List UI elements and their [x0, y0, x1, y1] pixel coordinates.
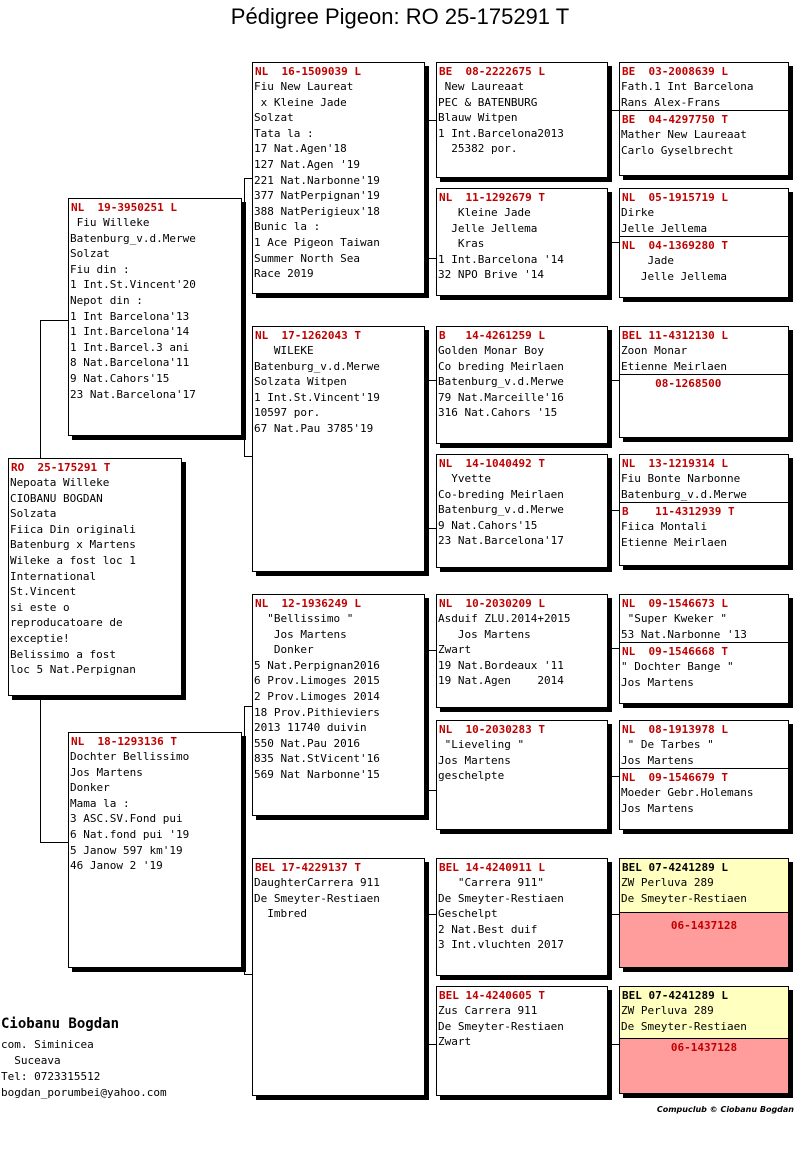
breeder-email[interactable]: bogdan_porumbei@yahoo.com [1, 1086, 167, 1099]
card-line: Fiica Montali [621, 520, 708, 534]
card-line: Etienne Meirlaen [621, 359, 727, 373]
card-line: 835 Nat.StVicent'16 [254, 752, 380, 766]
card-line: Blauw Witpen [438, 111, 518, 125]
sire-card[interactable] [68, 198, 242, 436]
card-line: 388 NatPerigieux'18 [254, 204, 380, 218]
breeder-address: com. Siminicea [1, 1038, 94, 1051]
card-line: 1 Ace Pigeon Taiwan [254, 235, 380, 249]
card-line: "Lieveling " [438, 738, 525, 751]
ring-number: 06-1437128 [670, 1041, 738, 1054]
card-line: De Smeyter-Restiaen [621, 1019, 747, 1033]
connector-line [244, 178, 252, 179]
breeder-name: Ciobanu Bogdan [1, 1016, 120, 1032]
card-line: Zwart [438, 643, 472, 657]
card-line: Fiu New Laureat [254, 80, 354, 93]
ring-number: BEL 11-4312130 L [622, 329, 728, 342]
card-line: WILEKE [254, 344, 314, 357]
card-line: Dochter Bellissimo [70, 750, 190, 763]
connector-line [611, 110, 619, 111]
card-line: " De Tarbes " [621, 738, 714, 751]
connector-line [611, 914, 619, 915]
ring-number: NL 12-1936249 L [255, 597, 361, 610]
great-grandparent-card[interactable] [436, 188, 608, 296]
gen4-pair-card[interactable] [619, 858, 789, 968]
card-line: Jos Martens [70, 765, 143, 779]
card-line: x Kleine Jade [254, 95, 347, 109]
ring-number: BEL 14-4240911 L [439, 861, 545, 874]
card-line: Zoon Monar [621, 344, 688, 357]
card-line: Batenburg_v.d.Merwe [438, 503, 564, 517]
connector-line [428, 258, 436, 259]
connector-line [428, 120, 429, 258]
connector-line [611, 242, 619, 243]
grandparent-card[interactable] [252, 858, 425, 1096]
ring-number: BE 08-2222675 L [439, 65, 545, 78]
ring-number: BEL 17-4229137 T [255, 861, 361, 874]
card-line: 17 Nat.Agen'18 [254, 142, 347, 156]
connector-line [428, 914, 436, 915]
card-line: ZW Perluva 289 [621, 1004, 714, 1017]
card-line: 18 Prov.Pithieviers [254, 705, 380, 719]
card-line: Co-breding Meirlaen [438, 487, 564, 501]
card-line: Jos Martens [438, 627, 531, 641]
card-line: De Smeyter-Restiaen [438, 891, 564, 905]
ring-number: 06-1437128 [670, 919, 738, 932]
card-line: International [10, 569, 97, 583]
card-line: Geschelpt [438, 907, 498, 921]
card-line: Donker [70, 781, 110, 795]
card-line: 3 Int.vluchten 2017 [438, 938, 564, 952]
card-line: Batenburg_v.d.Merwe [438, 375, 564, 389]
ring-number: NL 08-1913978 L [622, 723, 728, 736]
card-line: 23 Nat.Barcelona'17 [438, 534, 564, 548]
card-line: 550 Nat.Pau 2016 [254, 736, 360, 750]
card-line: 5 Nat.Perpignan2016 [254, 658, 380, 672]
ring-number: NL 09-1546668 T [622, 645, 728, 659]
great-grandparent-card[interactable] [436, 62, 608, 178]
gen4-pair-card[interactable] [619, 454, 789, 566]
card-line: Race 2019 [254, 267, 314, 281]
connector-line [428, 650, 436, 651]
connector-line [428, 380, 429, 528]
card-line: " Dochter Bange " [621, 660, 734, 674]
card-line: ZW Perluva 289 [621, 876, 714, 889]
card-line: 377 NatPerpignan'19 [254, 189, 380, 203]
gen4-pair-card[interactable] [619, 720, 789, 830]
card-line: 2013 11740 duivin [254, 721, 367, 735]
card-line: 1 Int.Barcel.3 ani [70, 340, 190, 354]
card-line: Solzata Witpen [254, 375, 347, 389]
card-line: Dirke [621, 206, 655, 219]
connector-line [244, 706, 252, 707]
card-line: Wileke a fost loc 1 [10, 553, 136, 567]
ring-number: BE 04-4297750 T [622, 113, 728, 127]
ring-number: NL 09-1546673 L [622, 597, 728, 610]
ring-number: NL 19-3950251 L [71, 201, 177, 214]
missing-parent-section [620, 1038, 788, 1093]
card-line: 19 Nat.Bordeaux '11 [438, 658, 564, 672]
card-line: Nepot din : [70, 293, 143, 307]
card-line: Bunic la : [254, 220, 321, 234]
card-line: 19 Nat.Agen 2014 [438, 674, 564, 688]
card-line: Jos Martens [254, 627, 347, 641]
card-line: 6 Nat.fond pui '19 [70, 827, 190, 841]
card-line: Zus Carrera 911 [438, 1004, 538, 1017]
card-line: Mather New Laureaat [621, 128, 747, 142]
ring-number: B 11-4312939 T [622, 505, 735, 519]
card-line: Asduif ZLU.2014+2015 [438, 612, 571, 625]
card-line: 10597 por. [254, 406, 321, 420]
connector-line [611, 1044, 619, 1045]
card-line: Jade [621, 254, 674, 268]
card-line: St.Vincent [10, 585, 77, 599]
card-line: Etienne Meirlaen [621, 535, 727, 549]
connector-line [244, 706, 245, 974]
card-line: 1 Int.St.Vincent'19 [254, 390, 380, 404]
great-grandparent-card[interactable] [436, 326, 608, 444]
card-line: Mama la : [70, 796, 130, 810]
page-title: Pédigree Pigeon: RO 25-175291 T [230, 4, 570, 29]
ring-number: NL 17-1262043 T [255, 329, 361, 342]
card-line: 1 Int.Barcelona2013 [438, 126, 564, 140]
card-line: "Bellissimo " [254, 612, 354, 625]
card-line: Batenburg_v.d.Merwe [621, 487, 747, 501]
connector-line [428, 790, 436, 791]
ring-number: NL 16-1509039 L [255, 65, 361, 78]
great-grandparent-card[interactable] [436, 858, 608, 976]
card-line: reproducatoare de [10, 616, 123, 630]
ring-number: NL 11-1292679 T [439, 191, 545, 204]
card-line: Golden Monar Boy [438, 344, 544, 357]
card-line: 2 Prov.Limoges 2014 [254, 689, 380, 703]
grandparent-card[interactable] [252, 62, 425, 294]
connector-line [244, 178, 245, 456]
main-pigeon-card[interactable] [8, 458, 182, 696]
card-line: De Smeyter-Restiaen [621, 891, 747, 905]
great-grandparent-card[interactable] [436, 594, 608, 708]
card-line: Jos Martens [621, 753, 694, 767]
card-line: 46 Janow 2 '19 [70, 859, 163, 873]
connector-line [428, 120, 436, 121]
connector-line [40, 320, 41, 460]
ring-number: NL 04-1369280 T [622, 239, 728, 253]
connector-line [40, 842, 70, 843]
missing-parent-section [620, 912, 788, 967]
card-line: Fath.1 Int Barcelona [621, 80, 754, 93]
ring-number: B 14-4261259 L [439, 329, 545, 342]
card-line: 1 Int.Barcelona '14 [438, 252, 564, 266]
ring-number: RO 25-175291 T [11, 461, 111, 474]
card-line: 3 ASC.SV.Fond pui [70, 812, 183, 826]
card-line: Batenburg_v.d.Merwe [254, 359, 380, 373]
gen4-pair-card[interactable] [619, 62, 789, 176]
connector-line [611, 776, 619, 777]
card-line: De Smeyter-Restiaen [438, 1019, 564, 1033]
card-line: Jos Martens [621, 801, 694, 815]
card-line: Batenburg_v.d.Merwe [70, 231, 196, 245]
connector-line [611, 380, 619, 381]
card-line: Zwart [438, 1035, 472, 1049]
card-line: Fiica Din originali [10, 522, 136, 536]
great-grandparent-card[interactable] [436, 720, 608, 830]
gen4-pair-card[interactable] [619, 326, 789, 438]
gen4-pair-card[interactable] [619, 986, 789, 1094]
connector-line [428, 914, 429, 1044]
card-line: Tata la : [254, 126, 314, 140]
card-line: Donker [254, 643, 314, 657]
ring-number: BE 03-2008639 L [622, 65, 728, 78]
card-line: PEC & BATENBURG [438, 95, 538, 109]
card-line: 1 Int.St.Vincent'20 [70, 278, 196, 292]
card-line: Solzata [10, 507, 57, 521]
card-line: 1 Int.Barcelona'14 [70, 325, 190, 339]
card-line: loc 5 Nat.Perpignan [10, 663, 136, 677]
card-line: 6 Prov.Limoges 2015 [254, 674, 380, 688]
card-line: 316 Nat.Cahors '15 [438, 406, 558, 420]
card-line: Jelle Jellema [438, 221, 538, 235]
ring-number: NL 10-2030209 L [439, 597, 545, 610]
ring-number: BEL 07-4241289 L [622, 989, 728, 1002]
card-line: 2 Nat.Best duif [438, 922, 538, 936]
great-grandparent-card[interactable] [436, 986, 608, 1096]
card-line: De Smeyter-Restiaen [254, 891, 380, 905]
card-line: Imbred [254, 907, 307, 921]
card-line: Solzat [254, 111, 294, 125]
card-line: 32 NPO Brive '14 [438, 268, 544, 282]
ring-number: BEL 07-4241289 L [622, 861, 728, 874]
connector-line [244, 974, 252, 975]
connector-line [428, 528, 436, 529]
ring-number: NL 18-1293136 T [71, 735, 177, 748]
card-line: Batenburg x Martens [10, 538, 136, 552]
card-line: Co breding Meirlaen [438, 359, 564, 373]
card-line: 9 Nat.Cahors'15 [438, 518, 538, 532]
card-line: si este o [10, 600, 70, 614]
connector-line [428, 650, 429, 790]
card-line: 569 Nat Narbonne'15 [254, 767, 380, 781]
card-line: CIOBANU BOGDAN [10, 491, 103, 505]
software-credit: Compuclub © Ciobanu Bogdan [656, 1105, 794, 1114]
ring-number: BEL 14-4240605 T [439, 989, 545, 1002]
ring-number: 08-1268500 [622, 377, 722, 391]
connector-line [428, 380, 436, 381]
card-line: 9 Nat.Cahors'15 [70, 371, 170, 385]
card-line: 67 Nat.Pau 3785'19 [254, 421, 374, 435]
ring-number: NL 13-1219314 L [622, 457, 728, 470]
grandparent-card[interactable] [252, 594, 425, 816]
connector-line [611, 648, 619, 649]
ring-number: NL 14-1040492 T [439, 457, 545, 470]
card-line: DaughterCarrera 911 [254, 876, 380, 889]
connector-line [40, 696, 41, 842]
card-line: Carlo Gyselbrecht [621, 143, 734, 157]
ring-number: NL 09-1546679 T [622, 771, 728, 785]
ring-number: NL 05-1915719 L [622, 191, 728, 204]
card-line: Jos Martens [438, 753, 511, 767]
card-line: 79 Nat.Marceille'16 [438, 390, 564, 404]
card-line: "Carrera 911" [438, 876, 544, 889]
card-line: 221 Nat.Narbonne'19 [254, 173, 380, 187]
card-line: Belissimo a fost [10, 647, 116, 661]
connector-line [611, 510, 619, 511]
card-line: Rans Alex-Frans [621, 95, 721, 109]
card-line: Summer North Sea [254, 251, 360, 265]
card-line: Fiu Bonte Narbonne [621, 472, 741, 485]
dam-card[interactable] [68, 732, 242, 968]
connector-line [244, 456, 252, 457]
card-line: Jelle Jellema [621, 269, 727, 283]
gen4-pair-card[interactable] [619, 188, 789, 298]
gen4-pair-card[interactable] [619, 594, 789, 704]
card-line: exceptie! [10, 631, 70, 645]
card-line: New Laureaat [438, 80, 525, 93]
card-line: Jos Martens [621, 675, 694, 689]
card-line: "Super Kweker " [621, 612, 727, 625]
card-line: 1 Int Barcelona'13 [70, 309, 190, 323]
card-line: Fiu Willeke [70, 216, 150, 229]
card-line: Moeder Gebr.Holemans [621, 786, 754, 800]
card-line: Jelle Jellema [621, 221, 708, 235]
card-line: Yvette [438, 472, 491, 485]
ring-number: NL 10-2030283 T [439, 723, 545, 736]
card-line: 23 Nat.Barcelona'17 [70, 387, 196, 401]
card-line: Fiu din : [70, 262, 130, 276]
card-line: 8 Nat.Barcelona'11 [70, 356, 190, 370]
connector-line [40, 320, 70, 321]
breeder-phone: Tel: 0723315512 [1, 1070, 101, 1083]
connector-line [428, 1044, 436, 1045]
card-line: Kleine Jade [438, 206, 531, 219]
card-line: Nepoata Willeke [10, 476, 110, 489]
card-line: 53 Nat.Narbonne '13 [621, 627, 747, 641]
grandparent-card[interactable] [252, 326, 425, 572]
card-line: 25382 por. [438, 142, 518, 156]
card-line: 5 Janow 597 km'19 [70, 843, 183, 857]
card-line: Solzat [70, 247, 110, 261]
breeder-address: Suceava [1, 1054, 61, 1067]
card-line: 127 Nat.Agen '19 [254, 157, 360, 171]
card-line: Kras [438, 237, 485, 251]
great-grandparent-card[interactable] [436, 454, 608, 568]
card-line: geschelpte [438, 769, 505, 783]
